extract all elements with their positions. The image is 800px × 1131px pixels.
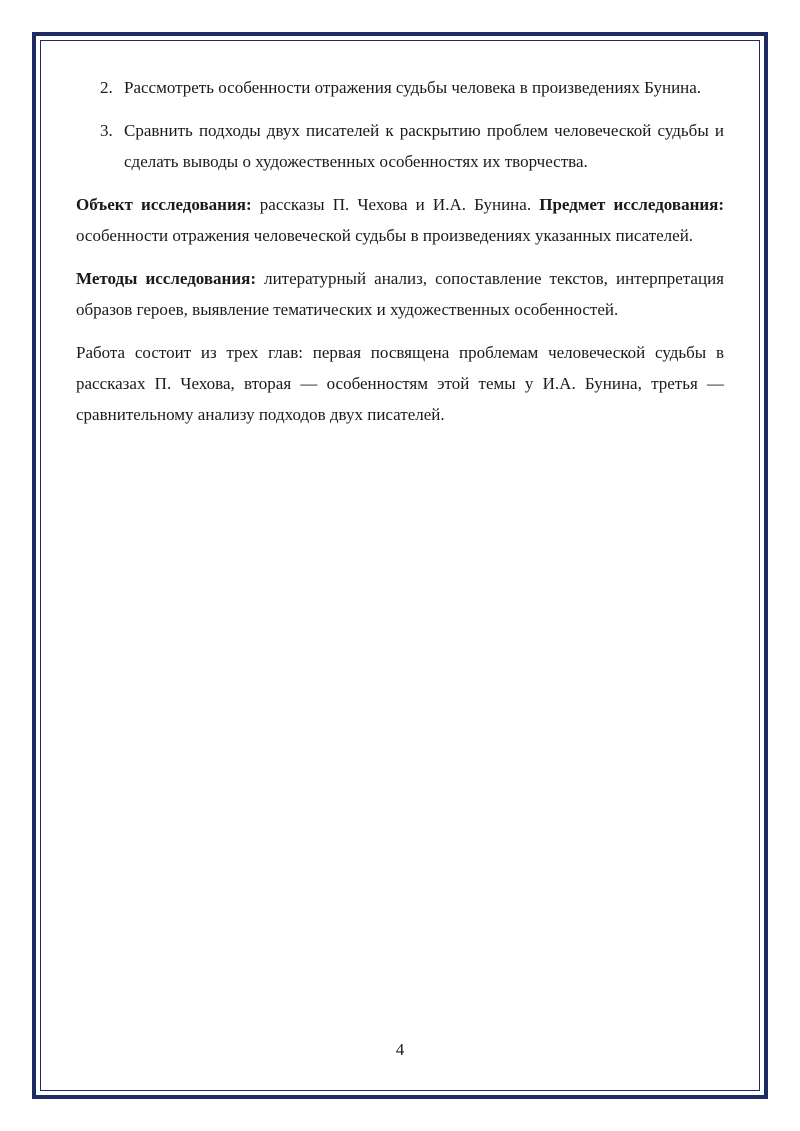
task-text: Рассмотреть особенности отражения судьбы человека в произведениях Бунина. [124, 78, 702, 97]
methods-text: литературный анализ, сопоставление текстов, интерпретация образов героев, выявление тематических и художественных особенностей. [76, 269, 724, 319]
structure-paragraph: Работа состоит из трех глав: первая посвящена проблемам человеческой судьбы в рассказах П. Чехова, вторая — особенностям этой темы у И.А. Бунина, третья — сравнительному анализу подходов двух писателей. [76, 343, 724, 424]
task-item [76, 72, 724, 103]
object-label: Объект исследования: [76, 195, 252, 214]
subject-label: Предмет исследования: [539, 195, 725, 214]
subject-text: особенности отражения человеческой судьбы в произведениях указанных писателей. [76, 226, 694, 245]
task-list [76, 72, 724, 177]
task-number: 2. [100, 78, 113, 97]
object-subject-paragraph [76, 189, 724, 251]
document-body [76, 72, 724, 442]
methods-label: Методы исследования: [76, 269, 257, 288]
task-text: Сравнить подходы двух писателей к раскрытию проблем человеческой судьбы и сделать выводы о художественных особенностях их творчества. [124, 121, 724, 171]
object-text: рассказы П. Чехова и И.А. Бунина. [251, 195, 540, 214]
page-number: 4 [395, 1040, 405, 1059]
task-number: 3. [100, 121, 113, 140]
methods-paragraph [76, 263, 724, 325]
task-item [76, 115, 724, 177]
